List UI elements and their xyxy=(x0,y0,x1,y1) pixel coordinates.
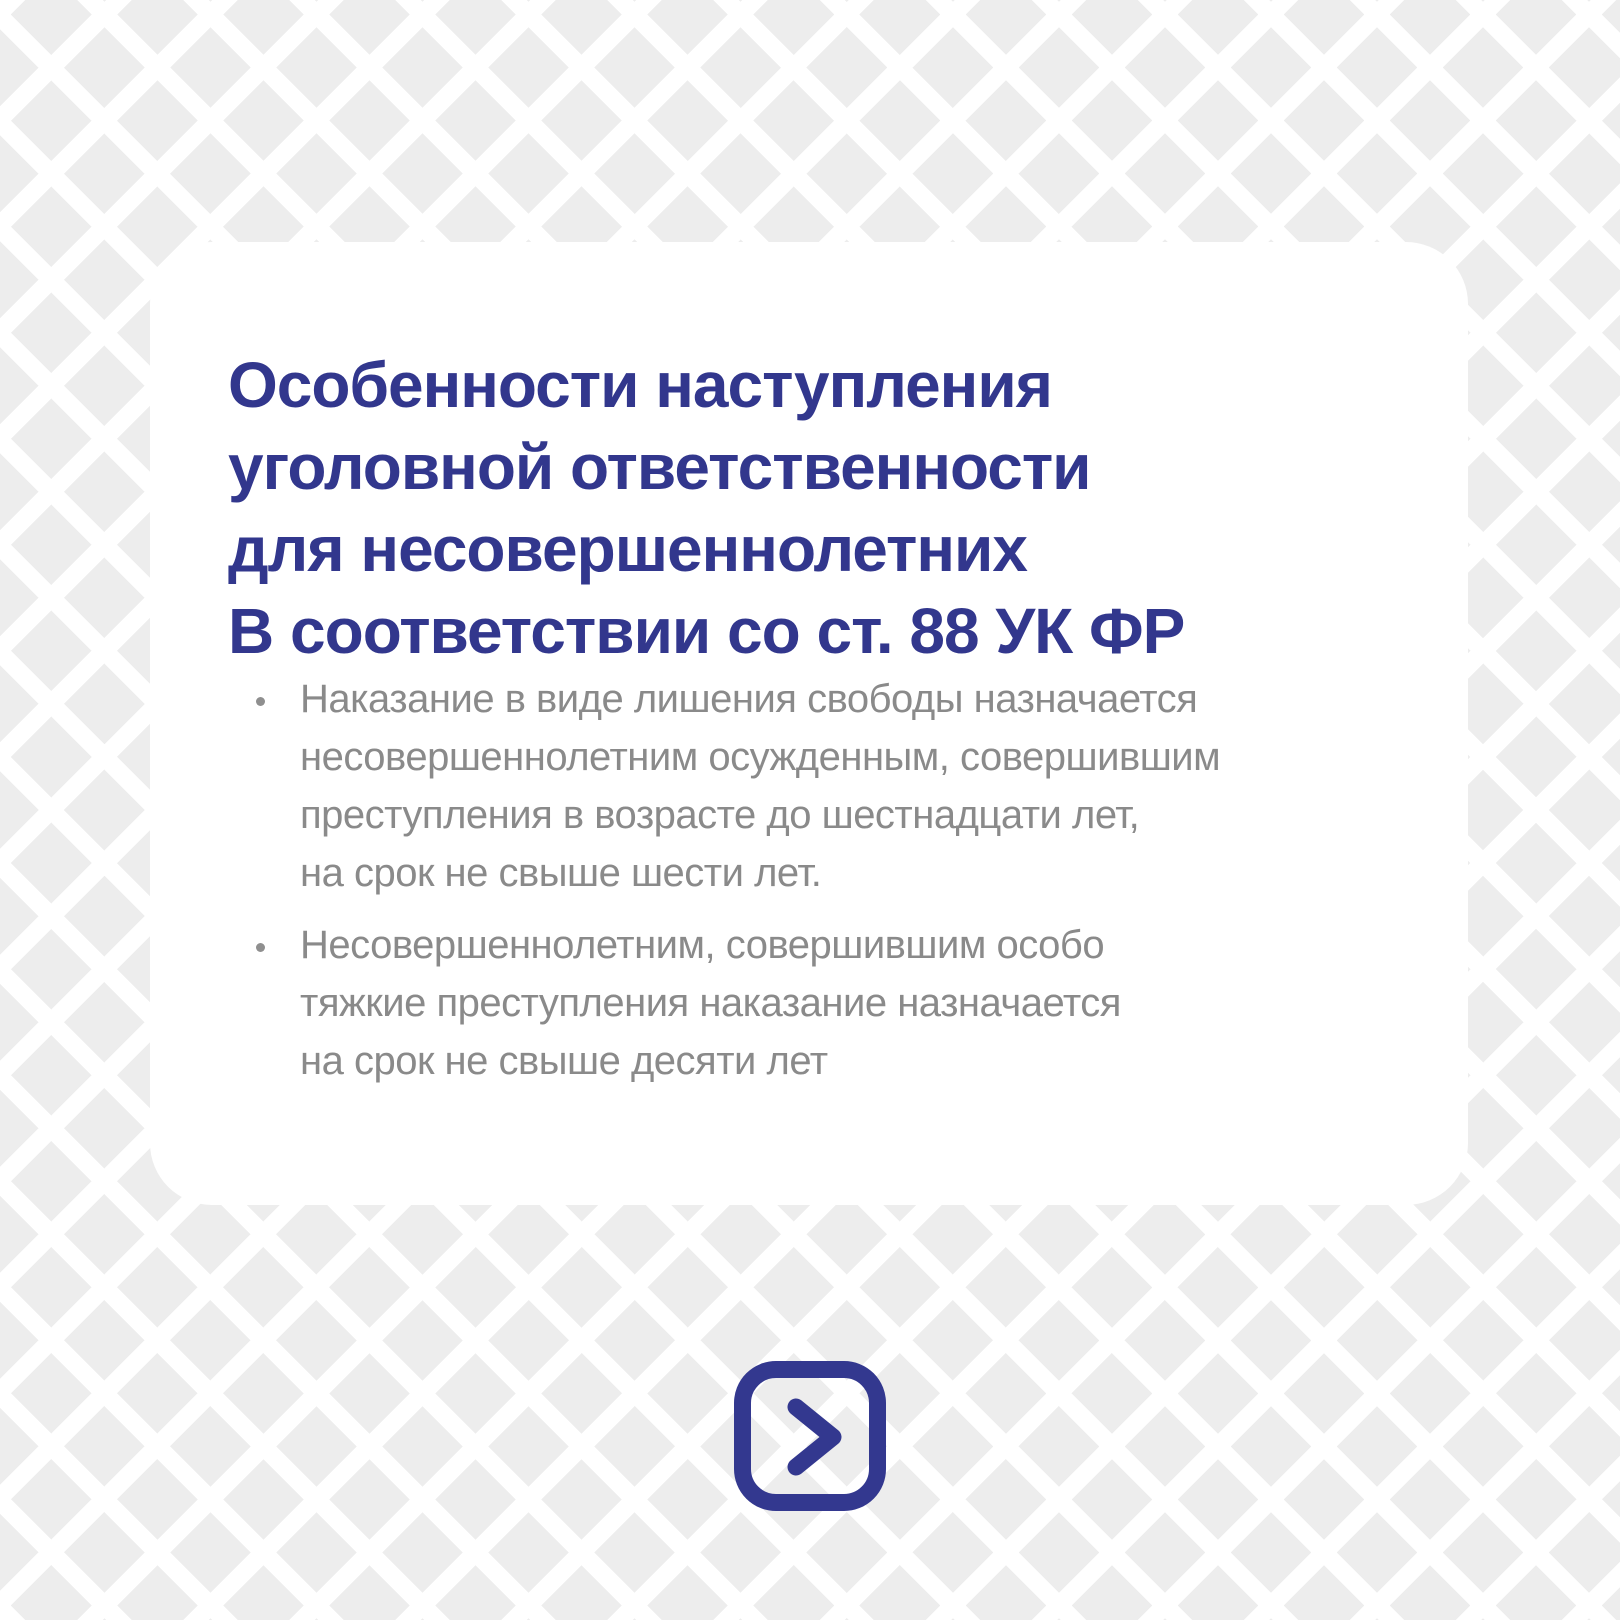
bullet-dot-icon xyxy=(256,697,265,706)
bullet-1-line-1: Наказание в виде лишения свободы назначается xyxy=(300,677,1198,721)
bullet-2-line-2: тяжкие преступления наказание назначается xyxy=(300,981,1121,1025)
page-title xyxy=(228,344,1418,672)
bullet-1-line-2: несовершеннолетним осужденным, совершившим xyxy=(300,735,1221,779)
bullet-list xyxy=(150,670,1440,1090)
info-card xyxy=(150,242,1468,1205)
title-line-4: В соответствии со ст. 88 УК ФР xyxy=(228,594,1185,667)
bullet-2-line-3: на срок не свыше десяти лет xyxy=(300,1039,828,1083)
list-item xyxy=(150,916,1440,1090)
bullet-1-line-4: на срок не свыше шести лет. xyxy=(300,851,822,895)
next-button[interactable] xyxy=(734,1361,886,1511)
title-line-2: уголовной ответственности xyxy=(228,430,1091,503)
list-item xyxy=(150,670,1440,902)
chevron-right-icon xyxy=(734,1361,886,1511)
bullet-dot-icon xyxy=(256,943,265,952)
title-line-3: для несовершеннолетних xyxy=(228,512,1027,585)
title-line-1: Особенности наступления xyxy=(228,348,1052,421)
bullet-1-line-3: преступления в возрасте до шестнадцати лет, xyxy=(300,793,1140,837)
bullet-2-line-1: Несовершеннолетним, совершившим особо xyxy=(300,923,1105,967)
